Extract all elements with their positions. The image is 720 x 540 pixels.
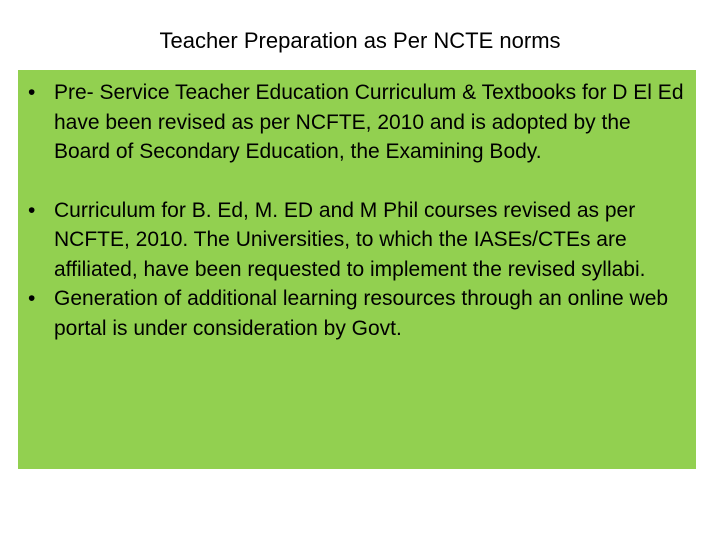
bullet-text-3: Generation of additional learning resources through an online web portal is under consideration by Govt. <box>54 287 669 340</box>
bullet-text-2: Curriculum for B. Ed, M. ED and M Phil courses revised as per NCFTE, 2010. The Universities, to which the IASEs/CTEs are affiliated, have been requested to implement the revised syllabi. <box>54 198 646 281</box>
bullet-icon: • <box>28 81 36 104</box>
bullet-icon: • <box>28 287 36 310</box>
bullet-item-3 <box>18 284 696 343</box>
bullet-text-1: Pre- Service Teacher Education Curriculum & Textbooks for D El Ed have been revised as per NCFTE, 2010 and is adopted by the Board of Secondary Education, the Examining Body. <box>54 81 684 163</box>
content-box <box>18 70 696 469</box>
bullet-item-1 <box>18 78 696 167</box>
bullet-icon: • <box>28 198 36 222</box>
slide-title: Teacher Preparation as Per NCTE norms <box>159 28 561 53</box>
bullet-item-2 <box>18 196 696 285</box>
